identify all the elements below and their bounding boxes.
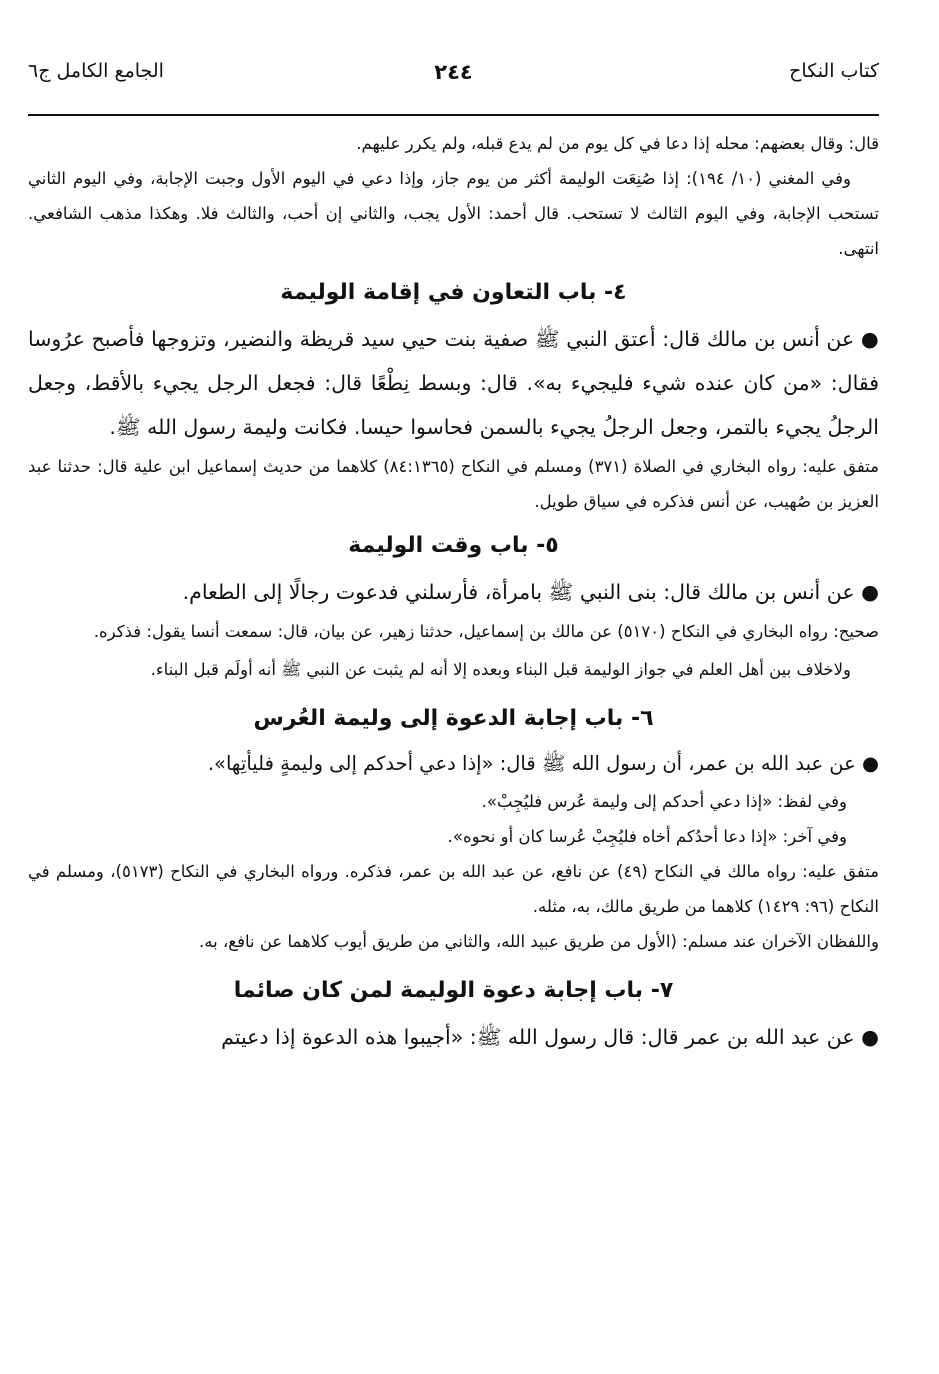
note-paragraph: قال: وقال بعضهم: محله إذا دعا في كل يوم من لم يدع قبله، ولم يكرر عليهم. — [356, 134, 879, 153]
takhrij-paragraph: متفق عليه: رواه البخاري في الصلاة (٣٧١) ومسلم في النكاح (٨٤:١٣٦٥) كلاهما من حديث إسماعيل ابن علية قال: حدثنا عبد العزيز بن صُهيب، عن أنس فذكره في سياق طويل. — [28, 457, 880, 511]
takhrij-paragraph: صحيح: رواه البخاري في النكاح (٥١٧٠) عن مالك بن إسماعيل، حدثنا زهير، عن بيان، قال: سمعت أنسا يقول: فذكره. — [93, 622, 879, 641]
hadith-paragraph — [28, 743, 879, 784]
hadith-text: عن أنس بن مالك قال: بنى النبي ﷺ بامرأة، فأرسلني فدعوت رجالًا إلى الطعام. — [182, 580, 855, 604]
hadith-text: عن عبد الله بن عمر قال: قال رسول الله ﷺ: «أجيبوا هذه الدعوة إذا دعيتم — [221, 1025, 855, 1049]
bullet-icon: ● — [860, 327, 879, 351]
hadith-text: عن عبد الله بن عمر، أن رسول الله ﷺ قال: «إذا دعي أحدكم إلى وليمةٍ فليأتِها». — [207, 752, 856, 775]
note-paragraph: ولاخلاف بين أهل العلم في جواز الوليمة قبل البناء وبعده إلا أنه لم يثبت عن النبي ﷺ أنه أولَم قبل البناء. — [150, 660, 851, 679]
variant-wording: وفي لفظ: «إذا دعي أحدكم إلى وليمة عُرس فليُجِبْ». — [481, 792, 847, 811]
bullet-icon: ● — [861, 580, 879, 604]
book-volume-title: الجامع الكامل ج٦ — [28, 60, 164, 82]
hadith-text: عن أنس بن مالك قال: أعتق النبي ﷺ صفية بنت حيي سيد قريظة والنضير، وتزوجها فأصبح عرُوسا فقال: «من كان عنده شيء فليجيء به». قال: وبسط نِطْعًا قال: فجعل الرجل يجيء بالأقط، وجعل الرجلُ يجيء بالتمر، وجعل الرجلُ يجيء بالسمن فحاسوا حيسا. فكانت وليمة رسول الله ﷺ. — [28, 327, 879, 439]
section-heading-4: ٤- باب التعاون في إقامة الوليمة — [280, 280, 627, 305]
page-number: ٢٤٤ — [434, 60, 473, 84]
section-heading-6: ٦- باب إجابة الدعوة إلى وليمة العُرس — [253, 706, 654, 731]
note-paragraph: وفي المغني (١٠/ ١٩٤): إذا صُنِعَت الوليمة أكثر من يوم جاز، وإذا دعي في اليوم الأول وجبت الإجابة، وفي اليوم الثاني تستحب الإجابة، وفي اليوم الثالث لا تستحب. قال أحمد: الأول يجب، والثاني إن أحب، والثالث فلا. وهكذا مذهب الشافعي. انتهى. — [28, 169, 879, 258]
header-divider — [28, 114, 879, 116]
variant-wording: وفي آخر: «إذا دعا أحدُكم أخاه فليُجِبْ عُرسا كان أو نحوه». — [447, 827, 847, 846]
hadith-paragraph — [28, 1015, 879, 1059]
book-section-title: كتاب النكاح — [789, 60, 879, 82]
page-body — [28, 126, 879, 1059]
page — [28, 0, 879, 1374]
takhrij-paragraph: متفق عليه: رواه مالك في النكاح (٤٩) عن نافع، عن عبد الله بن عمر، فذكره. ورواه البخاري في النكاح (٥١٧٣)، ومسلم في النكاح (٩٦: ١٤٢٩) كلاهما من طريق مالك، به، مثله. — [28, 862, 879, 916]
bullet-icon: ● — [861, 1025, 879, 1049]
bullet-icon: ● — [861, 752, 879, 775]
hadith-paragraph — [28, 317, 879, 449]
note-paragraph: واللفظان الآخران عند مسلم: (الأول من طريق عبيد الله، والثاني من طريق أيوب كلاهما عن نافع، به. — [199, 932, 879, 951]
section-heading-7: ٧- باب إجابة دعوة الوليمة لمن كان صائما — [233, 978, 674, 1003]
running-header — [28, 60, 879, 100]
section-heading-5: ٥- باب وقت الوليمة — [348, 533, 559, 558]
hadith-paragraph — [28, 570, 879, 614]
